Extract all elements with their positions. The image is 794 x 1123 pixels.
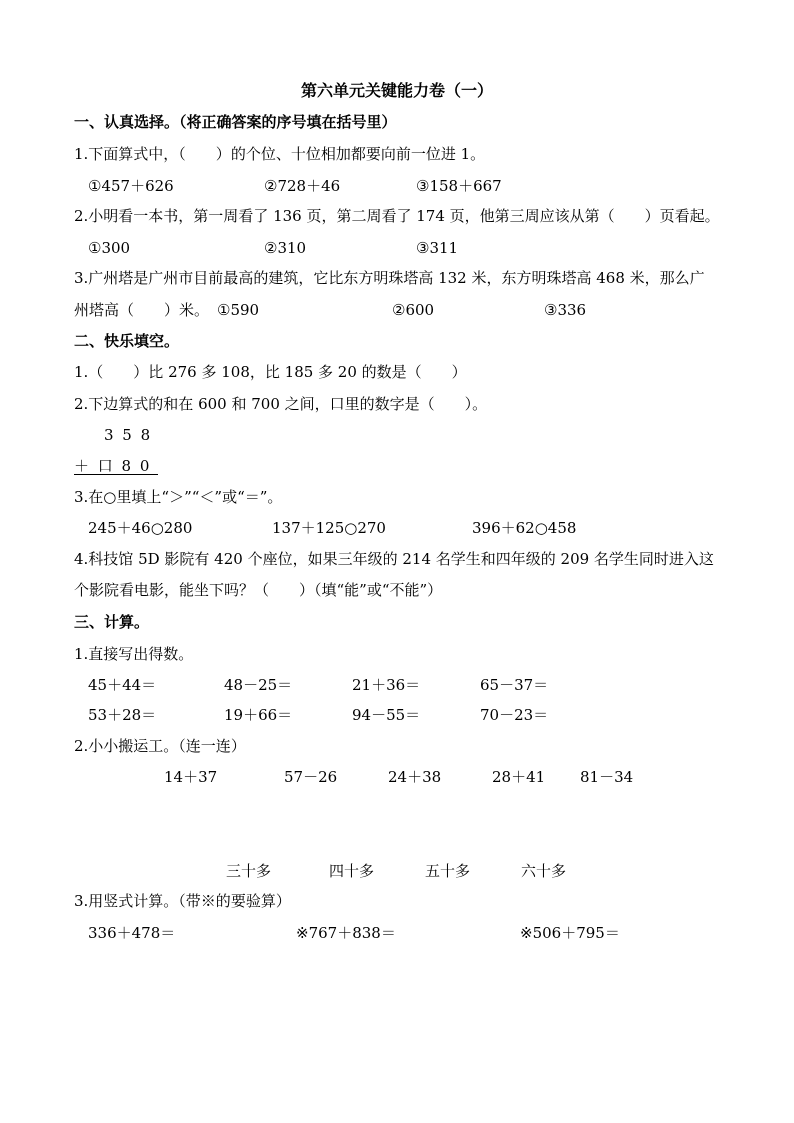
mental-calc-item: 94－55＝ (352, 706, 421, 724)
section-2-heading: 二、快乐填空。 (74, 332, 180, 350)
match-expression: 14＋37 (164, 768, 218, 786)
match-expression: 57－26 (284, 768, 338, 786)
vertical-sum-line (74, 474, 158, 475)
q1-1-option-3: ③158＋667 (416, 177, 502, 195)
compare-item-2: 137＋125○270 (272, 519, 386, 537)
mental-calc-item: 53＋28＝ (88, 706, 157, 724)
question-2-3: 3.在○里填上“＞”“＜”或“＝”。 (74, 488, 283, 506)
compare-item-1: 245＋46○280 (88, 519, 193, 537)
question-1-2: 2.小明看一本书，第一周看了 136 页，第二周看了 174 页，他第三周应该从第（ ）页看起。 (74, 207, 720, 225)
question-2-2: 2.下边算式的和在 600 和 700 之间，口里的数字是（ ）。 (74, 395, 488, 413)
match-target: 四十多 (329, 862, 375, 880)
question-3-3: 3.用竖式计算。（带※的要验算） (74, 892, 291, 910)
question-1-1: 1.下面算式中，（ ）的个位、十位相加都要向前一位进 1。 (74, 145, 486, 163)
question-3-1: 1.直接写出得数。 (74, 645, 194, 663)
question-3-2: 2.小小搬运工。（连一连） (74, 737, 246, 755)
q1-2-option-2: ②310 (264, 239, 307, 257)
q1-3-option-2: ②600 (392, 301, 435, 319)
q1-1-option-2: ②728＋46 (264, 177, 341, 195)
question-1-3-line-1: 3.广州塔是广州市目前最高的建筑，它比东方明珠塔高 132 米，东方明珠塔高 468 米，那么广 (74, 269, 705, 287)
match-expression: 81－34 (580, 768, 634, 786)
compare-item-3: 396＋62○458 (472, 519, 577, 537)
mental-calc-item: 45＋44＝ (88, 676, 157, 694)
vertical-calc-item: ※506＋795＝ (520, 924, 620, 942)
question-2-1: 1.（ ）比 276 多 108，比 185 多 20 的数是（ ） (74, 363, 467, 381)
q1-3-option-3: ③336 (544, 301, 587, 319)
section-1-heading: 一、认真选择。（将正确答案的序号填在括号里） (74, 113, 397, 131)
match-target: 五十多 (425, 862, 471, 880)
match-target: 三十多 (226, 862, 272, 880)
match-target: 六十多 (521, 862, 567, 880)
vertical-calc-item: 336＋478＝ (88, 924, 176, 942)
page-title: 第六单元关键能力卷（一） (300, 81, 493, 100)
question-2-4-line-1: 4.科技馆 5D 影院有 420 个座位，如果三年级的 214 名学生和四年级的 209 名学生同时进入这 (74, 550, 714, 568)
section-3-heading: 三、计算。 (74, 613, 150, 631)
mental-calc-item: 21＋36＝ (352, 676, 421, 694)
question-2-4-line-2: 个影院看电影，能坐下吗？（ ）（填“能”或“不能”） (74, 581, 443, 599)
q1-3-option-1: ①590 (217, 301, 260, 319)
mental-calc-item: 48－25＝ (224, 676, 293, 694)
vertical-addend-2: ＋ 口 8 0 (74, 457, 152, 475)
match-expression: 24＋38 (388, 768, 442, 786)
vertical-addend-1: 3 5 8 (104, 426, 153, 444)
vertical-calc-item: ※767＋838＝ (296, 924, 396, 942)
q1-1-option-1: ①457＋626 (88, 177, 174, 195)
q1-2-option-3: ③311 (416, 239, 459, 257)
question-1-3-line-2: 州塔高（ ）米。 (74, 301, 210, 319)
mental-calc-item: 19＋66＝ (224, 706, 293, 724)
match-expression: 28＋41 (492, 768, 546, 786)
mental-calc-item: 65－37＝ (480, 676, 549, 694)
q1-2-option-1: ①300 (88, 239, 131, 257)
mental-calc-item: 70－23＝ (480, 706, 549, 724)
